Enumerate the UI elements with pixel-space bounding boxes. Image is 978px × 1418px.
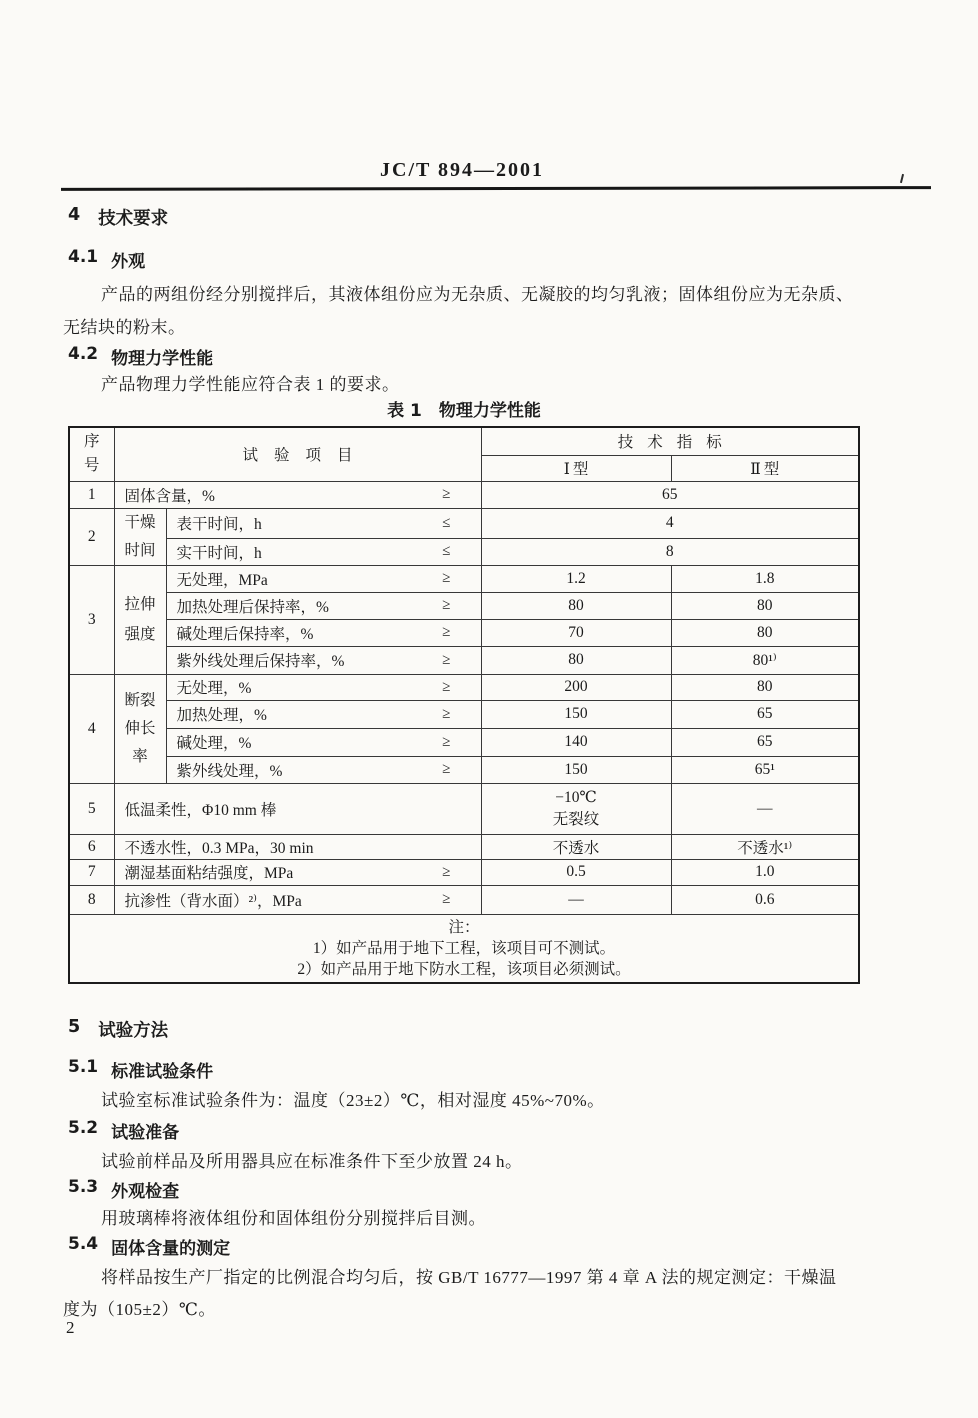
cell-value-type1: 140: [481, 728, 671, 756]
header-cell-type2: Ⅱ型: [671, 455, 859, 481]
cell-value-type1: 80: [481, 646, 671, 674]
paragraph-4-1-line-2: 无结块的粉末。: [63, 318, 186, 337]
cell-value-type2: 80¹⁾: [671, 646, 859, 674]
cell-value-type1: 200: [481, 674, 671, 700]
paragraph-4-1-line-1: 产品的两组份经分别搅拌后，其液体组份应为无杂质、无凝胶的均匀乳液；固体组份应为无杂质、: [101, 285, 854, 304]
cell-value-type1: 150: [481, 756, 671, 783]
section-number: 4: [68, 205, 81, 225]
cell-seq: 7: [69, 859, 114, 885]
table-row: [69, 674, 859, 700]
cell-value-type2: 不透水¹⁾: [671, 834, 859, 859]
cell-category: 干燥 时间: [114, 508, 166, 565]
cell-value-type2: 65: [671, 700, 859, 728]
table-row: [69, 592, 859, 619]
cell-item: 潮湿基面粘结强度，MPa ≥: [114, 859, 481, 885]
cell-value-type1: 0.5: [481, 859, 671, 885]
cell-value-type1: —: [481, 885, 671, 914]
section-title: 试验方法: [98, 1021, 169, 1041]
cell-value-type2: 80: [671, 674, 859, 700]
table-row: [69, 538, 859, 565]
cell-value-type1: 70: [481, 619, 671, 646]
section-title: 试验准备: [111, 1123, 180, 1143]
cell-item: 无处理，MPa ≥: [166, 565, 481, 592]
table-row: [69, 619, 859, 646]
cell-seq: 8: [69, 885, 114, 914]
cell-category: 拉伸 强度: [114, 565, 166, 674]
section-number: 5.3: [68, 1177, 99, 1197]
cell-value-both: 8: [481, 538, 859, 565]
paragraph-4-2: 产品物理力学性能应符合表 1 的要求。: [101, 375, 400, 394]
page-number: 2: [66, 1318, 75, 1337]
cell-value-type2: 1.0: [671, 859, 859, 885]
section-number: 4.1: [68, 247, 99, 267]
paragraph-5-4-line-2: 度为（105±2）℃。: [63, 1300, 216, 1319]
table-note-row: [69, 914, 859, 983]
cell-seq: 4: [69, 674, 114, 783]
cell-item: 表干时间，h ≤: [166, 508, 481, 538]
section-heading-5-1: [68, 1057, 213, 1082]
standard-code-header: JC/T 894—2001: [380, 159, 544, 181]
header-cell-tech-index: 技术指标: [481, 427, 859, 455]
section-number: 5.2: [68, 1118, 99, 1138]
section-number: 4.2: [68, 344, 99, 364]
cell-value-both: 65: [481, 481, 859, 508]
section-title: 固体含量的测定: [111, 1239, 231, 1259]
section-title: 外观: [111, 252, 146, 272]
cell-value-type2: 65¹: [671, 756, 859, 783]
cell-item: 紫外线处理后保持率，% ≥: [166, 646, 481, 674]
paragraph-5-4-line-1: 将样品按生产厂指定的比例混合均匀后，按 GB/T 16777—1997 第 4 章 A 法的规定测定：干燥温: [101, 1268, 837, 1287]
cell-value-type2: 65: [671, 728, 859, 756]
table-row: [69, 565, 859, 592]
cell-item: 实干时间，h ≤: [166, 538, 481, 565]
section-heading-4-1: [68, 247, 145, 272]
cell-item: 不透水性，0.3 MPa，30 min: [114, 834, 481, 859]
note-line: 2）如产品用于地下防水工程，该项目必须测试。: [297, 960, 631, 978]
header-cell-type1: Ⅰ型: [481, 455, 671, 481]
cell-value-both: 4: [481, 508, 859, 538]
section-heading-5-4: [68, 1234, 230, 1259]
cell-item: 固体含量，% ≥: [114, 481, 481, 508]
cell-value-type2: 80: [671, 592, 859, 619]
table-row: [69, 728, 859, 756]
cell-value-type1: −10℃ 无裂纹: [481, 783, 671, 834]
paragraph-5-3: 用玻璃棒将液体组份和固体组份分别搅拌后目测。: [101, 1209, 486, 1228]
section-number: 5.1: [68, 1057, 99, 1077]
section-number: 5.4: [68, 1234, 99, 1254]
header-cell-seq: 序 号: [69, 427, 114, 481]
header-divider-line: [61, 186, 931, 191]
section-number: 5: [68, 1017, 81, 1037]
cell-value-type1: 不透水: [481, 834, 671, 859]
table-row: [69, 508, 859, 538]
physical-properties-table: [68, 426, 860, 984]
table-row: [69, 481, 859, 508]
cell-category: 断裂 伸长 率: [114, 674, 166, 783]
cell-value-type2: —: [671, 783, 859, 834]
cell-item: 抗渗性（背水面）²⁾，MPa ≥: [114, 885, 481, 914]
section-heading-4-2: [68, 344, 213, 369]
cell-item: 紫外线处理，% ≥: [166, 756, 481, 783]
paragraph-5-2: 试验前样品及所用器具应在标准条件下至少放置 24 h。: [101, 1152, 523, 1171]
note-line: 1）如产品用于地下工程，该项目可不测试。: [312, 939, 616, 957]
table-row: [69, 646, 859, 674]
cell-item: 加热处理后保持率，% ≥: [166, 592, 481, 619]
cell-value-type2: 80: [671, 619, 859, 646]
table-row: [69, 885, 859, 914]
table-row: [69, 859, 859, 885]
table-row: [69, 700, 859, 728]
cell-seq: 6: [69, 834, 114, 859]
cell-value-type2: 1.8: [671, 565, 859, 592]
note-label: 注：: [448, 918, 480, 936]
paragraph-5-1: 试验室标准试验条件为：温度（23±2）℃，相对湿度 45%~70%。: [101, 1091, 605, 1110]
header-cell-test-item: 试验项目: [114, 427, 481, 481]
section-title: 技术要求: [98, 209, 169, 229]
section-title: 标准试验条件: [111, 1062, 214, 1082]
cell-value-type2: 0.6: [671, 885, 859, 914]
table-row: [69, 834, 859, 859]
table-row: [69, 783, 859, 834]
cell-seq: 3: [69, 565, 114, 674]
cell-seq: 1: [69, 481, 114, 508]
table-note: [69, 914, 859, 983]
cell-item: 碱处理，% ≥: [166, 728, 481, 756]
section-title: 外观检查: [111, 1182, 180, 1202]
cell-value-type1: 80: [481, 592, 671, 619]
cell-item: 低温柔性，Φ10 mm 棒: [114, 783, 481, 834]
cell-item: 加热处理，% ≥: [166, 700, 481, 728]
cell-seq: 5: [69, 783, 114, 834]
section-heading-4: [68, 205, 168, 230]
section-heading-5-3: [68, 1177, 179, 1202]
cell-item: 碱处理后保持率，% ≥: [166, 619, 481, 646]
section-title: 物理力学性能: [111, 349, 214, 369]
cell-value-type1: 1.2: [481, 565, 671, 592]
cell-seq: 2: [69, 508, 114, 565]
table-row: [69, 756, 859, 783]
cell-item: 无处理，% ≥: [166, 674, 481, 700]
table-title: 表 1 物理力学性能: [387, 401, 541, 421]
section-heading-5: [68, 1017, 168, 1042]
cell-value-type1: 150: [481, 700, 671, 728]
section-heading-5-2: [68, 1118, 179, 1143]
